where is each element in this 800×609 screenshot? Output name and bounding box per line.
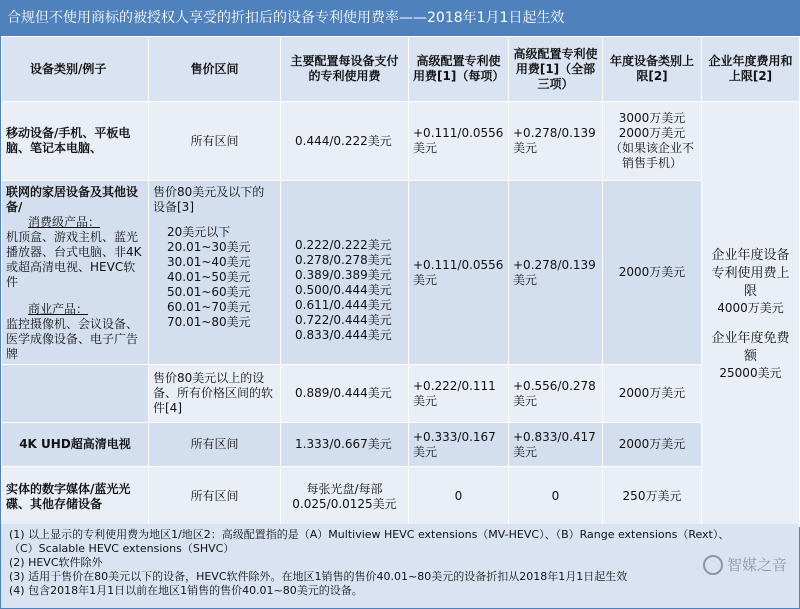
- media-adv-all: 0: [509, 467, 603, 527]
- mobile-category: 移动设备/手机、平板电脑、笔记本电脑、: [2, 102, 149, 181]
- mobile-adv-each: +0.111/0.0556美元: [409, 102, 509, 181]
- fee-line: 0.611/0.444美元: [295, 298, 392, 312]
- mobile-price-range: 所有区间: [149, 102, 281, 181]
- home-main-fee: [281, 181, 409, 365]
- media-price-range: 所有区间: [149, 467, 281, 527]
- wechat-logo-icon: [703, 555, 723, 575]
- header-adv-all: 高级配置专利使用费[1]（全部三项）: [509, 37, 603, 102]
- home-over80-category: [2, 365, 149, 423]
- uhd-category: 4K UHD超高清电视: [2, 423, 149, 467]
- price-line: 50.01~60美元: [167, 285, 251, 299]
- home-over80-adv-all: +0.556/0.278美元: [509, 365, 603, 423]
- enterprise-cell: [702, 102, 800, 527]
- royalty-table: [1, 36, 800, 527]
- price-line: 30.01~40美元: [167, 255, 251, 269]
- media-cap: 250万美元: [603, 467, 702, 527]
- footnote: (3) 适用于售价在80美元以下的设备，HEVC软件除外。在地区1销售的售价40.01~80美元的设备折扣从2018年1月1日起生效: [9, 570, 628, 583]
- home-price-range: [149, 181, 281, 365]
- uhd-cap: 2000万美元: [603, 423, 702, 467]
- watermark: [703, 554, 787, 575]
- mobile-main-fee: 0.444/0.222美元: [281, 102, 409, 181]
- header-category: 设备类别/例子: [2, 37, 149, 102]
- table-row-home-over80: [2, 365, 800, 423]
- fee-line: 0.278/0.278美元: [295, 253, 392, 267]
- table-row-media: [2, 467, 800, 527]
- header-category-cap: 年度设备类别上限[2]: [603, 37, 702, 102]
- mobile-adv-all: +0.278/0.139美元: [509, 102, 603, 181]
- header-adv-each: 高级配置专利使用费[1]（每项）: [409, 37, 509, 102]
- price-line: 20.01~30美元: [167, 240, 251, 254]
- mobile-cap-3: （如果该企业不销售手机）: [609, 141, 694, 170]
- home-over80-adv-each: +0.222/0.111美元: [409, 365, 509, 423]
- watermark-text: 智媒之音: [726, 556, 787, 574]
- media-adv-each: 0: [409, 467, 509, 527]
- media-main-fee: 每张光盘/每部0.025/0.0125美元: [281, 467, 409, 527]
- table-row-mobile: [2, 102, 800, 181]
- fee-line: 0.722/0.444美元: [295, 313, 392, 327]
- header-price-range: 售价区间: [149, 37, 281, 102]
- fee-line: 0.833/0.444美元: [295, 328, 392, 342]
- table-row-home: [2, 181, 800, 365]
- home-over80-price-range: 售价80美元以上的设备、所有价格区间的软件[4]: [149, 365, 281, 423]
- header-main-fee: 主要配置每设备支付的专利使用费: [281, 37, 409, 102]
- media-category: 实体的数字媒体/蓝光光碟、其他存储设备: [2, 467, 149, 527]
- home-adv-each: +0.111/0.0556美元: [409, 181, 509, 365]
- commercial-items: 监控摄像机、会议设备、医学成像设备、电子广告牌: [6, 317, 139, 361]
- table-row-uhd: [2, 423, 800, 467]
- home-cap: 2000万美元: [603, 181, 702, 365]
- header-enterprise-cap: 企业年度费用和上限[2]: [702, 37, 800, 102]
- home-category-title: 联网的家居设备及其他设备/: [6, 185, 139, 214]
- footnotes: [1, 524, 799, 608]
- price-line: 20美元以下: [167, 225, 231, 239]
- footnote: (4) 包含2018年1月1日以前在地区1销售的售价40.01~80美元的设备。: [9, 584, 363, 597]
- enterprise-free-value: 25000美元: [719, 366, 782, 380]
- enterprise-cap-value: 4000万美元: [717, 301, 784, 315]
- footnote: (1) 以上显示的专利使用费为地区1/地区2：高级配置指的是（A）Multiview HEVC extensions（MV-HEVC）、（B）Range extensions（Rext）、: [9, 528, 730, 541]
- price-line: 40.01~50美元: [167, 270, 251, 284]
- price-line: 70.01~80美元: [167, 315, 251, 329]
- header-row: [2, 37, 800, 102]
- mobile-cap-1: 3000万美元: [618, 111, 686, 125]
- home-price-header: 售价80美元及以下的设备[3]: [153, 185, 265, 214]
- fee-line: 0.222/0.222美元: [295, 238, 392, 252]
- table-title: 合规但不使用商标的被授权人享受的折扣后的设备专利使用费率——2018年1月1日起生效: [1, 1, 799, 36]
- uhd-price-range: 所有区间: [149, 423, 281, 467]
- home-over80-cap: 2000万美元: [603, 365, 702, 423]
- home-category: [2, 181, 149, 365]
- uhd-adv-all: +0.833/0.417美元: [509, 423, 603, 467]
- fee-line: 0.500/0.444美元: [295, 283, 392, 297]
- uhd-main-fee: 1.333/0.667美元: [281, 423, 409, 467]
- home-over80-main-fee: 0.889/0.444美元: [281, 365, 409, 423]
- enterprise-cap-label: 企业年度设备专利使用费上限: [711, 248, 790, 299]
- mobile-cap-2: 2000万美元: [618, 126, 686, 140]
- consumer-label: 消费级产品：: [28, 215, 101, 229]
- enterprise-free-label: 企业年度免费额: [711, 331, 790, 364]
- consumer-items: 机顶盒、游戏主机、蓝光播放器、台式电脑、非4K或超高清电视、HEVC软件: [6, 230, 142, 289]
- uhd-adv-each: +0.333/0.167美元: [409, 423, 509, 467]
- mobile-cap: [603, 102, 702, 181]
- fee-line: 0.389/0.389美元: [295, 268, 392, 282]
- home-adv-all: +0.278/0.139美元: [509, 181, 603, 365]
- footnote: (2) HEVC软件除外: [9, 556, 103, 569]
- commercial-label: 商业产品：: [28, 302, 89, 316]
- footnote: （C）Scalable HEVC extensions（SHVC）: [9, 542, 235, 555]
- price-line: 60.01~70美元: [167, 300, 251, 314]
